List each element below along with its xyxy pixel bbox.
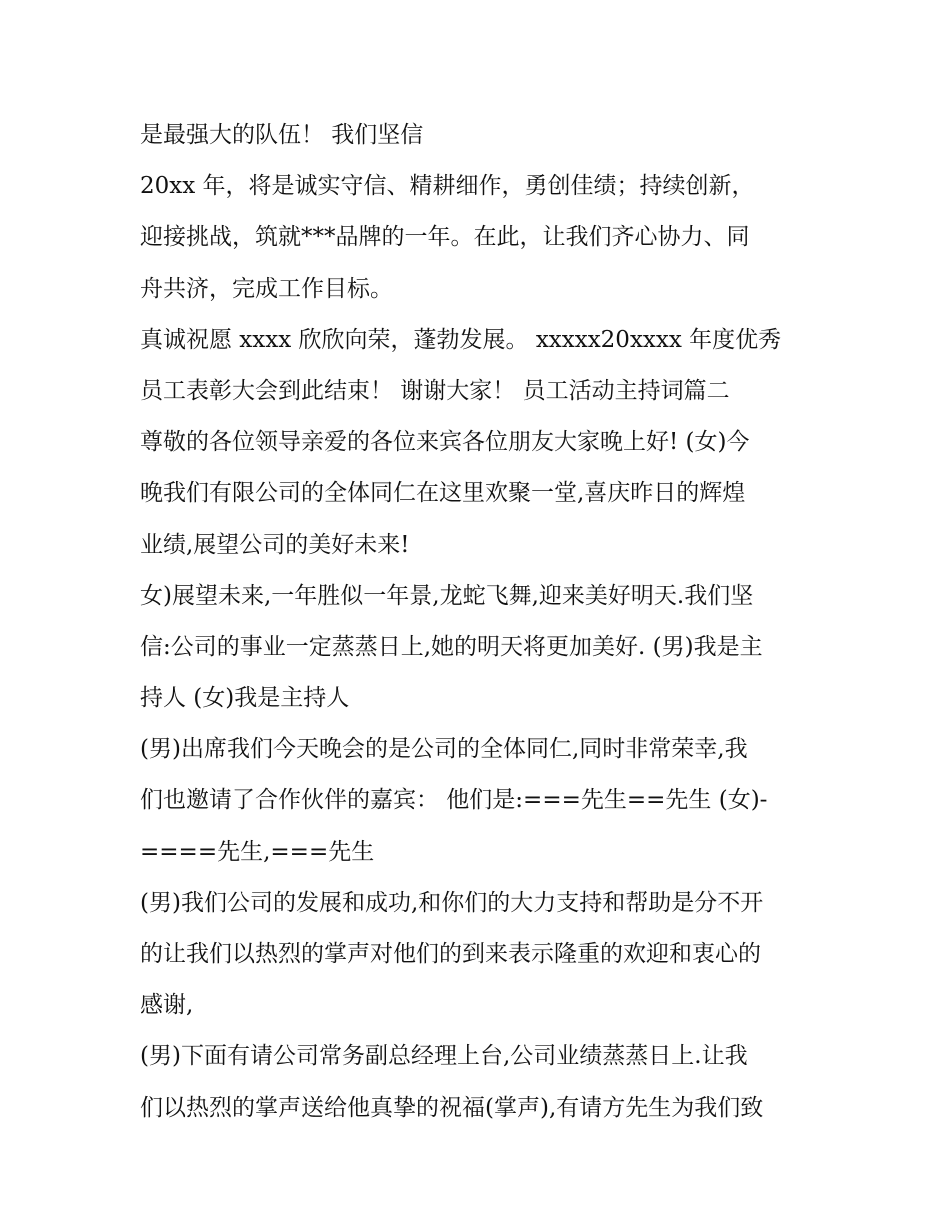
text-line: 持人 (女)我是主持人 xyxy=(140,685,350,712)
text-line: 业绩,展望公司的美好未来! xyxy=(140,531,410,558)
text-line: 们以热烈的掌声送给他真挚的祝福(掌声),有请方先生为我们致 xyxy=(140,1094,764,1121)
text-line: 感谢, xyxy=(140,992,194,1019)
text-line: (男)下面有请公司常务副总经理上台,公司业绩蒸蒸日上.让我 xyxy=(140,1043,748,1070)
text-line: 真诚祝愿 xxxx 欣欣向荣，蓬勃发展。 xxxxx20xxxx 年度优秀 xyxy=(140,326,782,353)
text-line: 员工表彰大会到此结束！ 谢谢大家！ 员工活动主持词篇二 xyxy=(140,377,730,404)
text-line: 晚我们有限公司的全体同仁在这里欢聚一堂,喜庆昨日的辉煌 xyxy=(140,480,746,507)
text-line: (男)出席我们今天晚会的是公司的全体同仁,同时非常荣幸,我 xyxy=(140,736,748,763)
text-line: 信:公司的事业一定蒸蒸日上,她的明天将更加美好. (男)我是主 xyxy=(140,633,763,660)
text-line: 20xx 年，将是诚实守信、精耕细作，勇创佳绩；持续创新， xyxy=(140,173,755,200)
text-line: 的让我们以热烈的掌声对他们的到来表示隆重的欢迎和衷心的 xyxy=(140,941,761,967)
text-line: 们也邀请了合作伙伴的嘉宾： 他们是:===先生==先生 (女)- xyxy=(140,787,768,814)
document-body xyxy=(140,110,830,1134)
text-line: 迎接挑战，筑就***品牌的一年。在此，让我们齐心协力、同 xyxy=(140,224,750,251)
text-line: 女)展望未来,一年胜似一年景,龙蛇飞舞,迎来美好明天.我们坚 xyxy=(140,582,754,609)
text-line: ====先生,===先生 xyxy=(140,838,375,865)
text-line: 尊敬的各位领导亲爱的各位来宾各位朋友大家晚上好! (女)今 xyxy=(140,429,750,456)
text-line: 是最强大的队伍！ 我们坚信 xyxy=(140,122,424,148)
text-line: (男)我们公司的发展和成功,和你们的大力支持和帮助是分不开 xyxy=(140,889,764,916)
text-line: 舟共济，完成工作目标。 xyxy=(140,275,393,302)
